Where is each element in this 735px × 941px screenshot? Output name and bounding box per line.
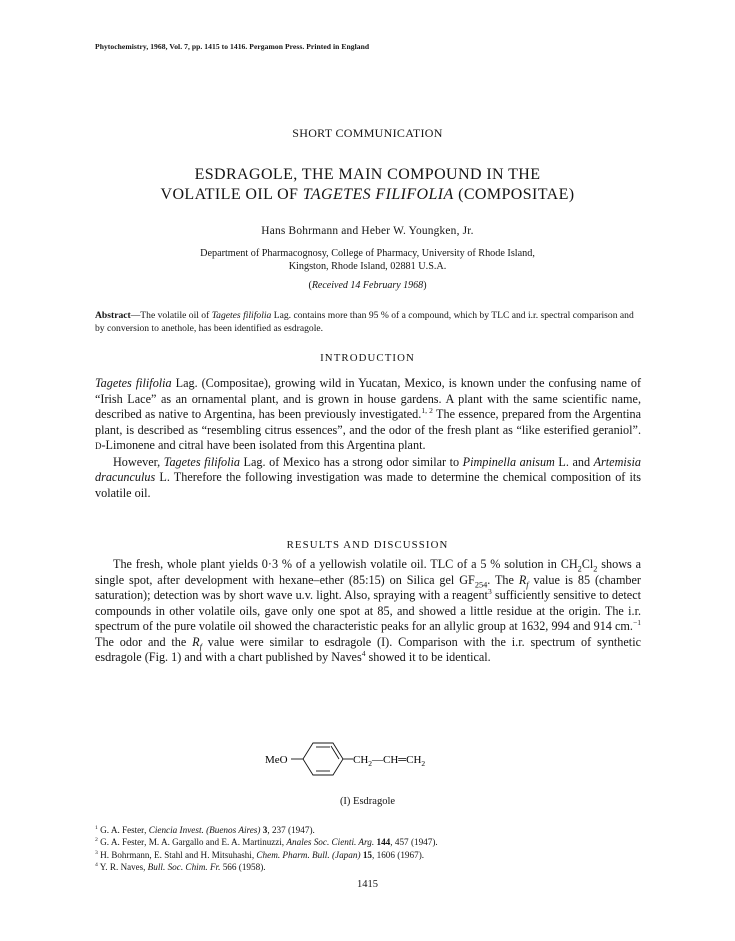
- reference-3: 3: [487, 586, 492, 596]
- results-heading: RESULTS AND DISCUSSION: [286, 539, 449, 551]
- affiliation-line-2: Kingston, Rhode Island, 02881 U.S.A.: [288, 261, 447, 272]
- intro-paragraph-2: However, Tagetes filifolia Lag. of Mexico has a strong odor similar to Pimpinella anisum L. and Artemisia dracunculus L. Therefore the following investigation was made to determine the chemical composition of its volatile oil.: [95, 454, 642, 500]
- footnote-2: $^2$ G. A. Fester, M. A. Gargallo and E. A. Martinuzzi, Anales Soc. Cienti. Arg. 144, 457 (1947).: [95, 837, 438, 848]
- received-date: (Received 14 February 1968): [308, 280, 427, 291]
- allyl-chain-label: $CH_2—CH═CH_2$: [353, 754, 426, 768]
- author-2-surname: Youngken: [408, 225, 457, 237]
- journal-header: Phytochemistry, 1968, Vol. 7, pp. 1415 to 1416. Pergamon Press. Printed in England: [95, 42, 370, 51]
- title-species: TAGETES FILIFOLIA: [302, 186, 454, 203]
- author-1-surname: Bohrmann: [288, 225, 339, 237]
- footnote-4: $^4$ Y. R. Naves, Bull. Soc. Chim. Fr. 566 (1958).: [95, 862, 266, 873]
- introduction-body: [95, 376, 641, 501]
- methoxy-label: MeO: [265, 754, 288, 766]
- reference-1-2: 1, 2: [421, 405, 433, 415]
- footnote-3: $^3$ H. Bohrmann, E. Stahl and H. Mitsuhashi, Chem. Pharm. Bull. (Japan) 15, 1606 (1967).: [95, 849, 425, 860]
- intro-paragraph-1: Tagetes filifolia Lag. (Compositae), growing wild in Yucatan, Mexico, is known under the confusing name of “Irish Lace” as an ornamental plant, and is grown in house gardens. A plant with the same scientific name, described as native to Argentina, has been previously investigated.$^{1, 2}$ The essence, prepared from the Argentina plant, is described as “resembling citrus essences”, and the odor of the fresh plant as “like esterified geraniol”. D-Limonene and citral have been isolated from this Argentina plant.: [95, 376, 642, 452]
- footnote-1: $^1$ G. A. Fester, Ciencia Invest. (Buenos Aires) 3, 237 (1947).: [95, 824, 315, 835]
- section-label: SHORT COMMUNICATION: [292, 126, 443, 140]
- esdragole-structure: [265, 738, 465, 780]
- reference-4: 4: [361, 648, 366, 658]
- results-paragraph: The fresh, whole plant yields 0·3 % of a yellowish volatile oil. TLC of a 5 % solution in $CH_2Cl_2$ shows a single spot, after development with hexane–ether (85:15) on Silica gel $GF_{254}$. The $R_f$ value is 85 (chamber saturation); detection was by short wave u.v. light. Also, spraying with a reagent$^3$ sufficiently sensitive to detect compounds in other volatile oils, gave only one spot at 85, and showed a little residue at the origin. The i.r. spectrum of the pure volatile oil showed the characteristic peaks for an allylic group at 1632, 994 and 914 cm.$^{-1}$ The odor and the $R_f$ value were similar to esdragole (I). Comparison with the i.r. spectrum of synthetic esdragole (Fig. 1) and with a chart published by Naves$^4$ showed it to be identical.: [95, 557, 642, 664]
- affiliation-line-1: Department of Pharmacognosy, College of Pharmacy, University of Rhode Island,: [200, 248, 535, 259]
- introduction-heading: INTRODUCTION: [320, 352, 415, 364]
- title-line-1: ESDRAGOLE, THE MAIN COMPOUND IN THE: [194, 166, 541, 183]
- page-number: 1415: [357, 879, 378, 890]
- author-2-first: Heber: [361, 225, 391, 237]
- benzene-ring: [303, 743, 343, 775]
- abstract-label: Abstract: [95, 310, 131, 321]
- authors: Hans Bohrmann and Heber W. Youngken, Jr.: [261, 225, 474, 237]
- results-body: [95, 557, 641, 666]
- title-line-2: VOLATILE OIL OF TAGETES FILIFOLIA (COMPOSITAE): [160, 186, 575, 203]
- abstract: Abstract—The volatile oil of Tagetes filifolia Lag. contains more than 95 % of a compound, which by TLC and i.r. spectral comparison and by conversion to anethole, has been identified as esdragole.: [95, 310, 634, 334]
- structure-caption: (I) Esdragole: [339, 796, 396, 807]
- footnotes: [95, 824, 655, 874]
